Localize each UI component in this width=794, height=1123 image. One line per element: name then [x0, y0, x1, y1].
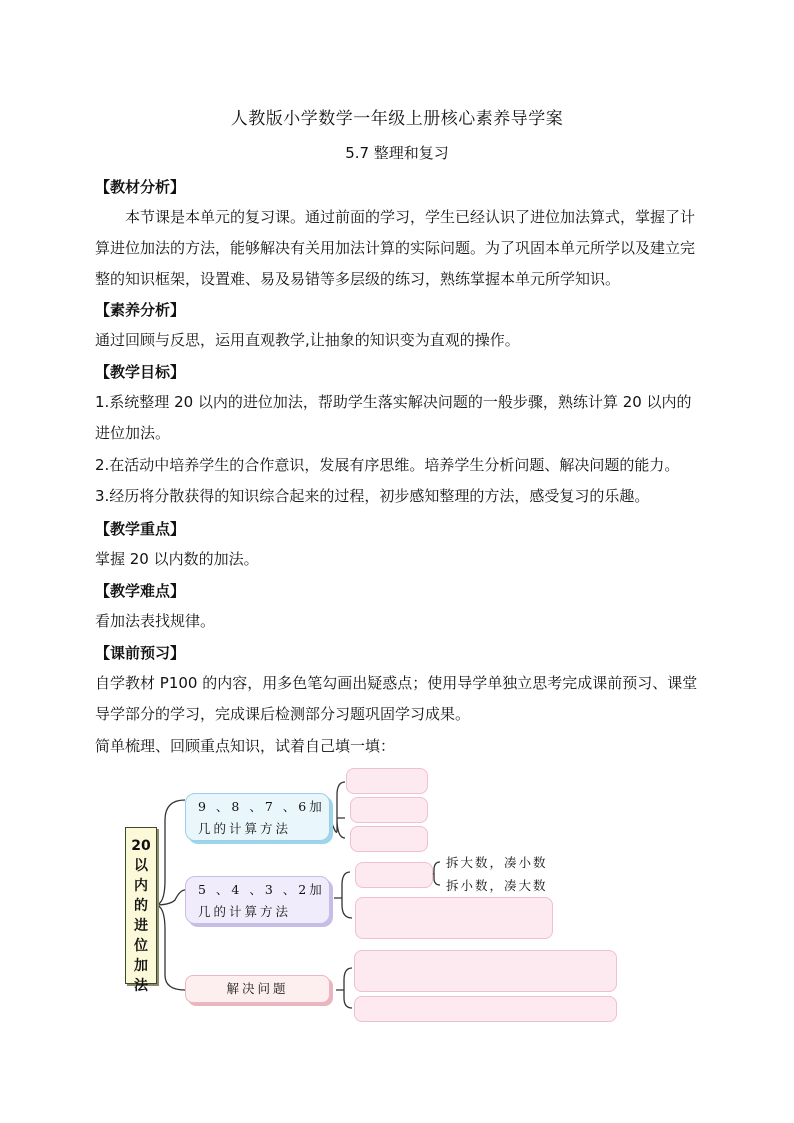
goal-item-3: 3.经历将分散获得的知识综合起来的过程，初步感知整理的方法，感受复习的乐趣。	[95, 487, 650, 505]
root-char: 位	[134, 938, 148, 954]
section-text-literacy: 通过回顾与反思，运用直观教学,让抽象的知识变为直观的操作。	[95, 331, 520, 349]
preview-prompt: 简单梳理、回顾重点知识，试着自己填一填：	[95, 737, 396, 755]
section-heading-goals: 【教学目标】	[95, 363, 186, 381]
connector-node1	[155, 800, 185, 905]
blank-box[interactable]	[355, 897, 553, 939]
section-heading-analysis: 【教材分析】	[95, 178, 186, 196]
root-char: 20	[131, 838, 151, 854]
node-line: 5 、4 、3 、2加	[198, 882, 325, 897]
blank-box[interactable]	[346, 768, 428, 794]
page-title: 人教版小学数学一年级上册核心素养导学案	[230, 109, 564, 129]
connector-node3	[155, 905, 185, 990]
node-line: 几的计算方法	[198, 904, 292, 919]
root-char: 法	[134, 978, 148, 994]
mindmap-node-problem-solving: 解决问题	[185, 975, 330, 1003]
mindmap-note-1: 拆大数，凑小数	[446, 855, 548, 870]
root-char: 进	[134, 918, 148, 934]
mindmap-root	[125, 827, 157, 994]
section-heading-key: 【教学重点】	[95, 520, 186, 538]
node-line: 9 、8 、7 、6加	[198, 799, 325, 814]
section-heading-literacy: 【素养分析】	[95, 301, 186, 319]
section-text-preview: 自学教材 P100 的内容，用多色笔勾画出疑惑点；使用导学单独立思考完成课前预习、课堂导学部分的学习，完成课后检测部分习题巩固学习成果。	[95, 674, 698, 723]
section-heading-preview: 【课前预习】	[95, 644, 186, 662]
bracket-node2	[334, 872, 352, 918]
root-char: 以	[134, 858, 148, 874]
mindmap-node-5432	[185, 876, 330, 924]
page-subtitle: 5.7 整理和复习	[345, 144, 449, 162]
root-char: 加	[134, 958, 148, 974]
root-char: 内	[134, 878, 148, 894]
section-text-difficulty: 看加法表找规律。	[95, 612, 216, 630]
bracket-node3	[336, 968, 352, 1008]
section-text-analysis: 本节课是本单元的复习课。通过前面的学习，学生已经认识了进位加法算式，掌握了计算进位加法的方法，能够解决有关用加法计算的实际问题。为了巩固本单元所学以及建立完整的知识框架，设置难、易及易错等多层级的练习，熟练掌握本单元所学知识。	[95, 208, 696, 288]
bracket-node1	[330, 782, 345, 838]
node-line: 几的计算方法	[198, 821, 292, 836]
goal-item-1: 1.系统整理 20 以内的进位加法，帮助学生落实解决问题的一般步骤，熟练计算 20 以内的进位加法。	[95, 393, 692, 442]
blank-box[interactable]	[354, 996, 617, 1022]
blank-box[interactable]	[350, 797, 428, 823]
root-char: 的	[134, 898, 148, 914]
goal-item-2: 2.在活动中培养学生的合作意识，发展有序思维。培养学生分析问题、解决问题的能力。	[95, 456, 680, 474]
section-text-key: 掌握 20 以内数的加法。	[95, 550, 259, 568]
mindmap-node-9876	[185, 793, 330, 841]
blank-box[interactable]	[350, 826, 428, 852]
blank-box[interactable]	[354, 950, 617, 992]
mindmap-note-2: 拆小数，凑大数	[446, 878, 548, 893]
section-heading-difficulty: 【教学难点】	[95, 582, 186, 600]
blank-box[interactable]	[355, 862, 433, 888]
